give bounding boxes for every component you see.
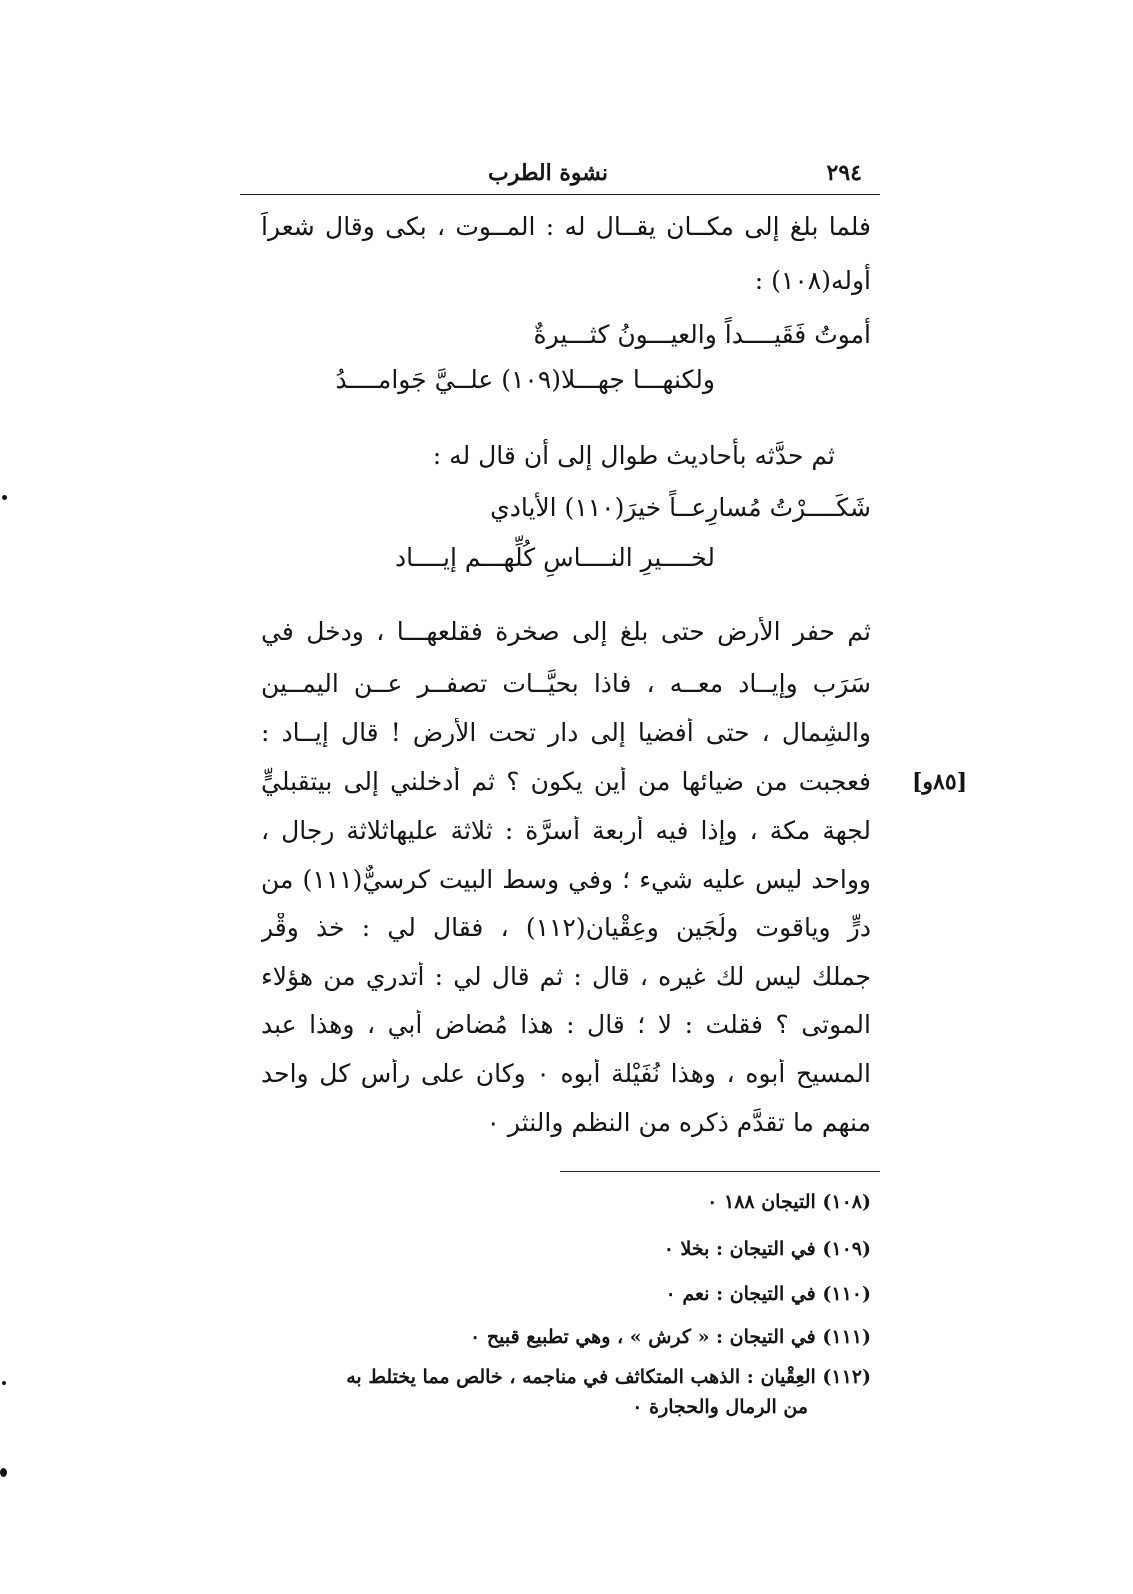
footnote-112-line-1: (١١٢) العِقْيان : الذهب المتكاثف في مناجمه ، خالص مما يختلط به xyxy=(346,1366,871,1388)
verse-1-hemistich-2: ولكنهـــا جهـــلا(١٠٩) علــيَّ جَوامــــدُ xyxy=(335,365,715,394)
footnote-109: (١٠٩) في التيجان : بخلا ٠ xyxy=(663,1238,871,1260)
paragraph-line-6: وواحد ليس عليه شيء ؛ وفي وسط البيت كرسيٌّ(١١١) من xyxy=(261,865,871,894)
footnote-separator xyxy=(560,1171,880,1172)
paragraph-line-4: فعجبت من ضيائها من أين يكون ؟ ثم أدخلني إلى بيتقبليٍّ xyxy=(261,767,871,796)
footnote-110: (١١٠) في التيجان : نعم ٠ xyxy=(665,1283,871,1305)
prose-line-2: أوله(١٠٨) : xyxy=(754,266,871,295)
paragraph-line-1: ثم حفر الأرض حتى بلغ إلى صخرة فقلعهـــا ، ودخل في xyxy=(261,617,871,646)
paragraph-line-9: الموتى ؟ فقلت : لا ؛ قال : هذا مُضاض أبي ، وهذا عبد xyxy=(261,1010,871,1039)
paragraph-line-11: منهم ما تقدَّم ذكره من النظم والنثر ٠ xyxy=(486,1108,871,1137)
footnote-111: (١١١) في التيجان : « كرش » ، وهي تطبيع قبيح ٠ xyxy=(470,1326,871,1348)
prose-line-1: فلما بلغ إلى مكــان يقــال له : المــوت ، بكى وقال شعراً xyxy=(261,212,871,241)
prose-line-3: ثم حدَّثه بأحاديث طوال إلى أن قال له : xyxy=(432,441,835,470)
paragraph-line-3: والشِمال ، حتى أفضيا إلى دار تحت الأرض ! قال إيــاد : xyxy=(261,718,871,747)
paragraph-line-2: سَرَب وإيــاد معــه ، فاذا بحيَّــات تصفــر عــن اليمــين xyxy=(261,669,871,698)
scan-speck xyxy=(2,1381,6,1385)
paragraph-line-7: درٍّ وياقوت ولُجَين وعِقْيان(١١٢) ، فقال لي : خذ وِقْر xyxy=(261,913,871,942)
verse-2-hemistich-1: شَكَــــرْتُ مُسارِعــاً خيرَ(١١٠) الأيادي xyxy=(490,493,871,522)
paragraph-line-8: جملك ليس لك غيره ، قال : ثم قال لي : أتدري من هؤلاء xyxy=(261,962,871,991)
book-title: نشوة الطرب xyxy=(488,160,609,186)
page-number: ٢٩٤ xyxy=(826,160,862,186)
paragraph-line-5: لجهة مكة ، وإذا فيه أربعة أسرَّة : ثلاثة عليهاثلاثة رجال ، xyxy=(261,816,871,845)
folio-margin-note: [٨٥و] xyxy=(912,769,968,795)
scan-speck xyxy=(2,495,7,500)
paragraph-line-10: المسيح أبوه ، وهذا نُفَيْلة أبوه ٠ وكان على رأس كل واحد xyxy=(261,1059,871,1088)
verse-1-hemistich-1: أموتُ فَقَيــــداً والعيـــونُ كثـــيرةٌ xyxy=(533,320,871,349)
running-head xyxy=(240,158,880,195)
footnote-112-line-2: من الرمال والحجارة ٠ xyxy=(632,1396,808,1418)
scan-speck xyxy=(0,1468,7,1477)
verse-2-hemistich-2: لخــــيرِ النــــاسِ كُلِّهـــم إيــــاد xyxy=(394,543,715,572)
footnote-108: (١٠٨) التيجان ١٨٨ ٠ xyxy=(707,1191,871,1213)
